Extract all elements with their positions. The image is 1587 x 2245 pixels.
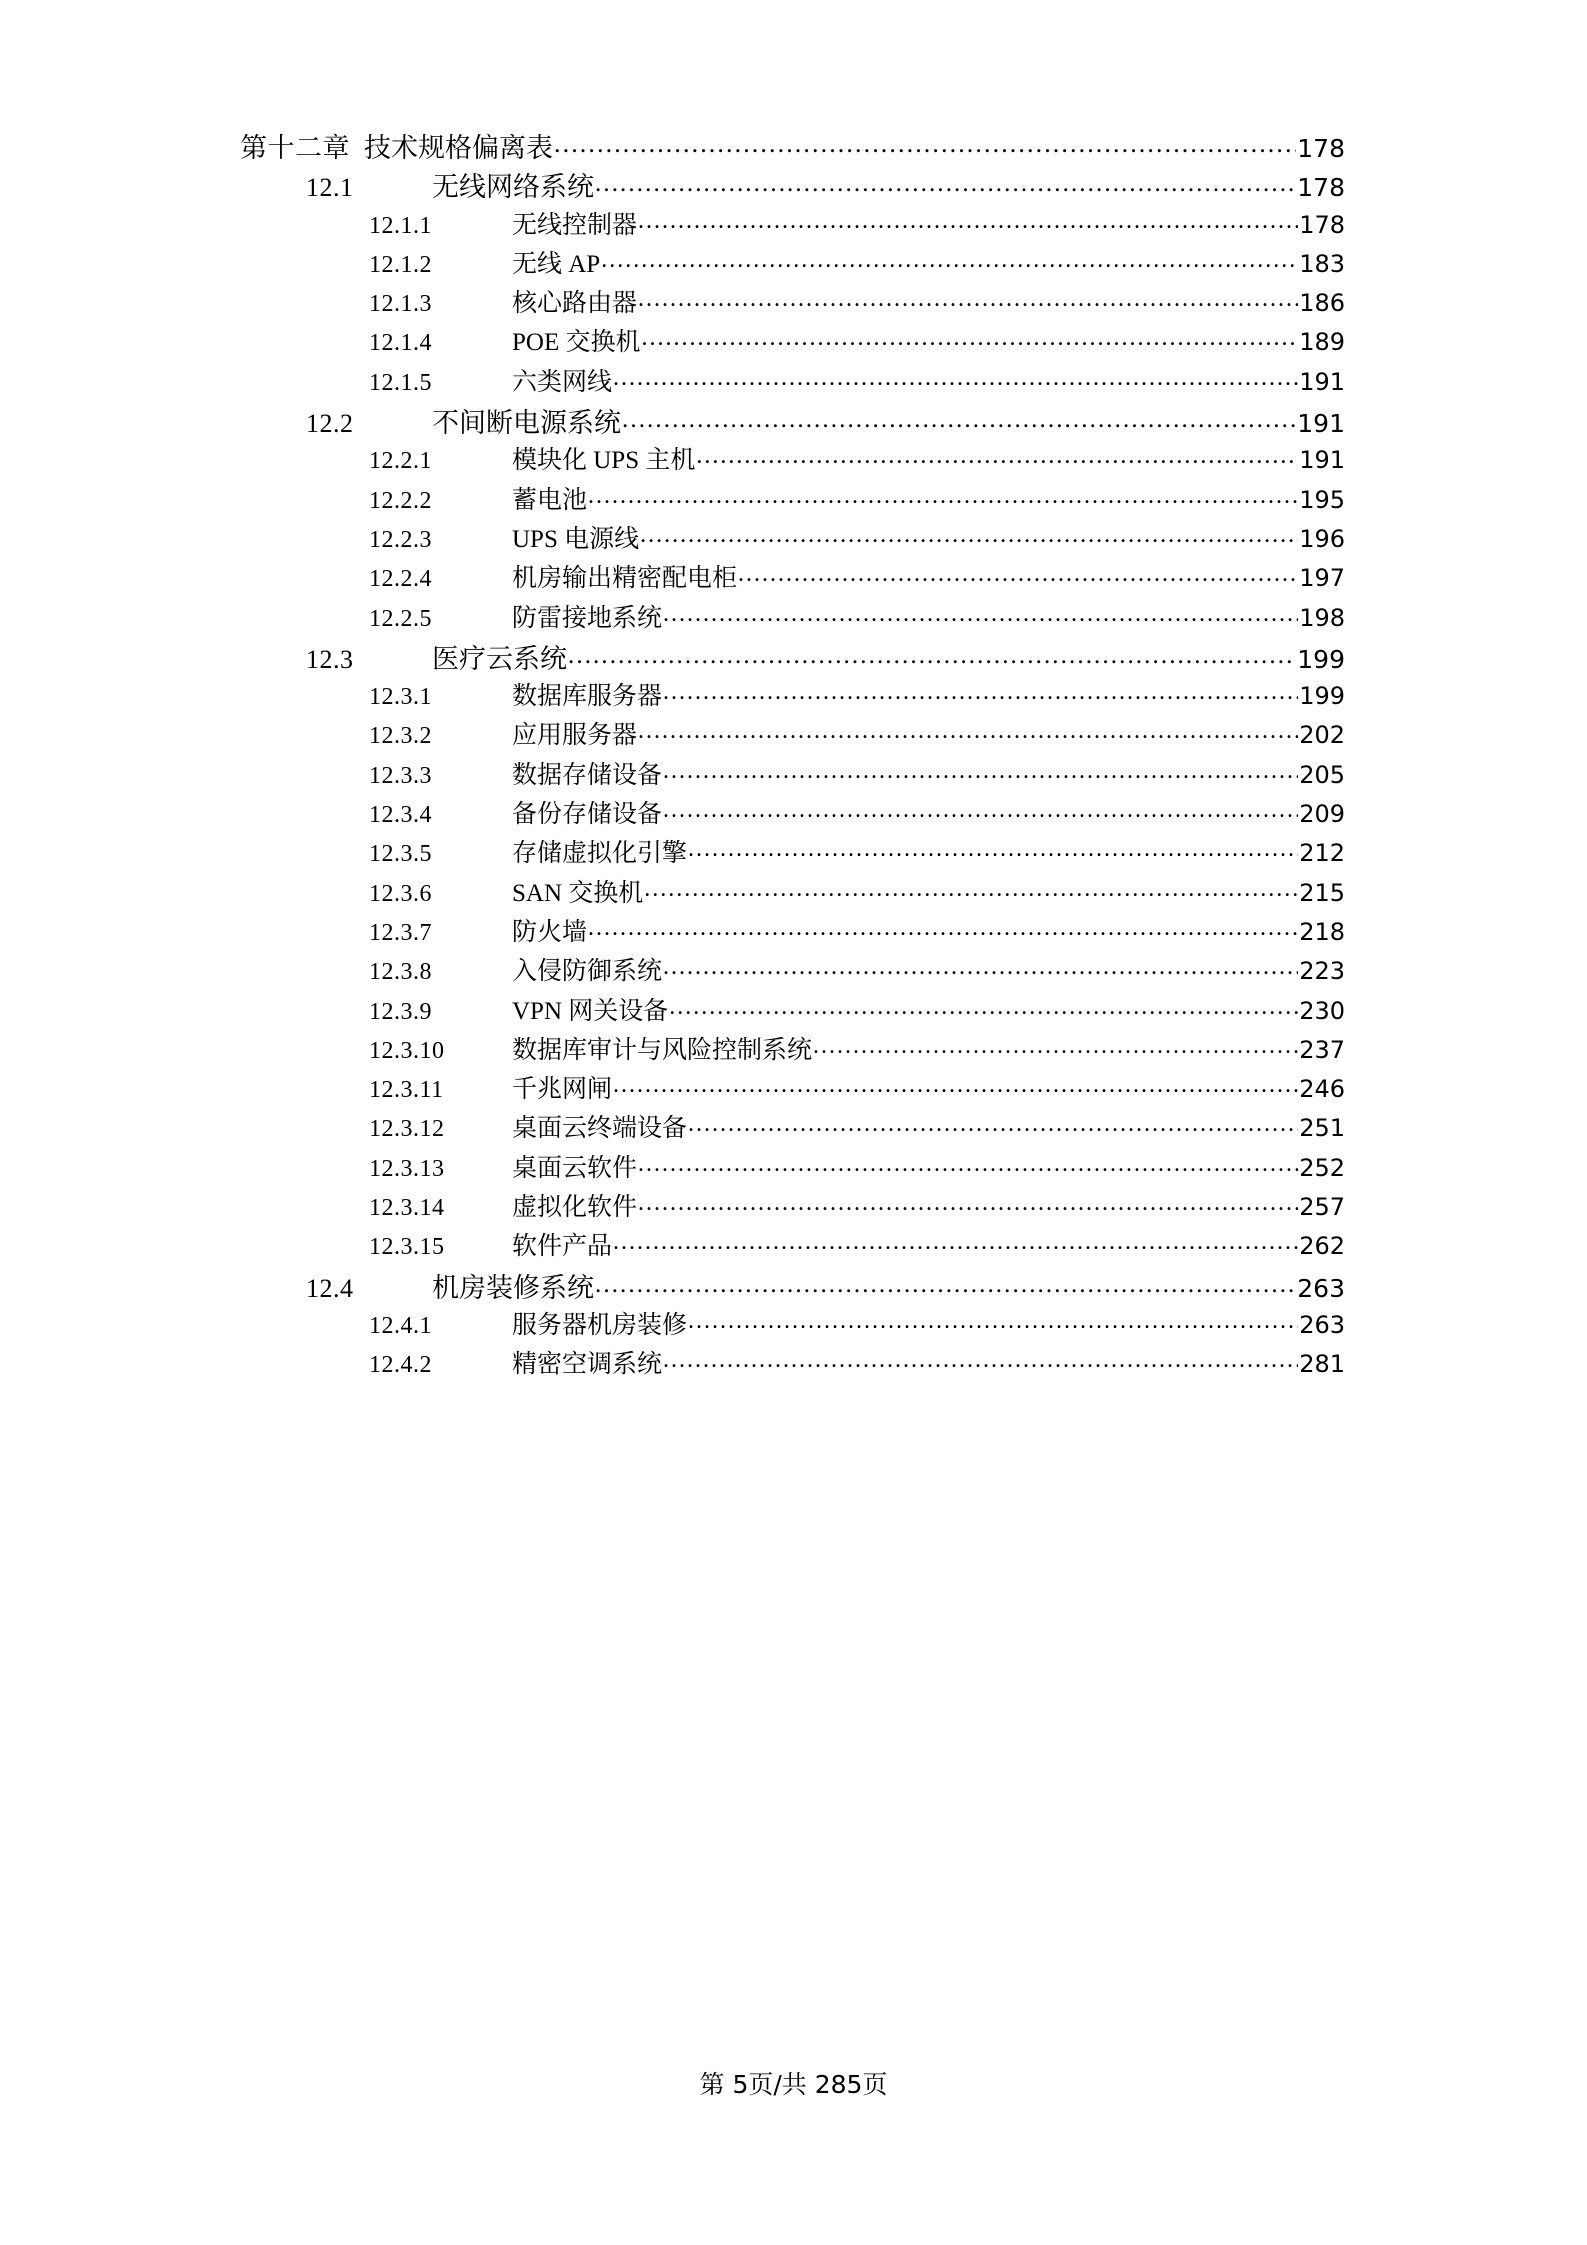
- toc-entry-title: 桌面云终端设备: [512, 1115, 688, 1143]
- toc-entry-page-number: 196: [1299, 524, 1345, 553]
- toc-dot-leader: [638, 1151, 1298, 1176]
- toc-dot-leader: [688, 836, 1298, 861]
- toc-entry-number: 12.3.9: [369, 998, 432, 1025]
- toc-entry-page-number: 195: [1299, 485, 1345, 514]
- toc-entry-page-number: 230: [1299, 996, 1345, 1025]
- toc-entry-title: 数据库审计与风险控制系统: [512, 1036, 813, 1064]
- toc-entry[interactable]: [0, 401, 1587, 440]
- toc-entry-title: 存储虚拟化引擎: [512, 840, 688, 868]
- toc-dot-leader: [613, 365, 1298, 390]
- toc-entry-page-number: 178: [1297, 134, 1345, 163]
- toc-dot-leader: [738, 561, 1298, 586]
- toc-entry-title: POE 交换机: [512, 329, 641, 357]
- toc-entry[interactable]: [0, 912, 1587, 951]
- toc-dot-leader: [613, 1072, 1298, 1097]
- toc-entry-title: 精密空调系统: [512, 1351, 663, 1379]
- toc-entry-title: 数据库服务器: [512, 683, 663, 711]
- toc-entry-title: 机房装修系统: [432, 1272, 594, 1303]
- toc-entry-page-number: 246: [1299, 1075, 1345, 1104]
- toc-dot-leader: [638, 208, 1298, 233]
- toc-entry-title: SAN 交换机: [512, 879, 644, 907]
- toc-entry[interactable]: [0, 794, 1587, 833]
- toc-entry-number: 12.3.10: [369, 1037, 445, 1064]
- toc-entry-page-number: 191: [1297, 409, 1345, 439]
- toc-entry-number: 12.4.1: [369, 1312, 432, 1339]
- toc-entry[interactable]: [0, 322, 1587, 361]
- toc-entry-number: 12.2.3: [369, 526, 432, 553]
- toc-dot-leader: [696, 443, 1298, 468]
- toc-dot-leader: [663, 601, 1298, 626]
- toc-entry[interactable]: [0, 165, 1587, 204]
- toc-dot-leader: [688, 1111, 1298, 1136]
- toc-entry[interactable]: [0, 1187, 1587, 1226]
- toc-entry-title: 入侵防御系统: [512, 958, 663, 986]
- toc-entry-title: 无线 AP: [512, 250, 601, 278]
- toc-entry-number: 12.2.2: [369, 487, 432, 514]
- toc-entry-number: 12.1.1: [369, 212, 432, 239]
- toc-entry-page-number: 191: [1299, 367, 1345, 396]
- toc-entry-title: 虚拟化软件: [512, 1194, 638, 1222]
- toc-entry-number: 12.3.7: [369, 919, 432, 946]
- toc-entry-page-number: 186: [1299, 289, 1345, 318]
- toc-entry-page-number: 199: [1299, 682, 1345, 711]
- toc-entry-number: 12.1: [306, 173, 354, 203]
- toc-entry-number: 12.4.2: [369, 1352, 432, 1379]
- toc-entry-number: 12.1.5: [369, 369, 432, 396]
- page-footer: 第 5页/共 285页: [699, 2070, 888, 2099]
- toc-entry[interactable]: [0, 833, 1587, 872]
- toc-entry[interactable]: [0, 598, 1587, 637]
- toc-dot-leader: [640, 522, 1298, 547]
- toc-entry-page-number: 263: [1299, 1310, 1345, 1339]
- toc-entry[interactable]: [0, 480, 1587, 519]
- toc-entry-page-number: 209: [1299, 800, 1345, 829]
- toc-dot-leader: [568, 641, 1296, 668]
- toc-entry-number: 12.2.4: [369, 566, 432, 593]
- toc-entry[interactable]: [0, 1148, 1587, 1187]
- toc-entry-page-number: 262: [1299, 1232, 1345, 1261]
- toc-dot-leader: [595, 169, 1296, 196]
- toc-entry-page-number: 178: [1299, 210, 1345, 239]
- toc-entry-title: 防火墙: [512, 918, 588, 946]
- toc-entry-page-number: 199: [1297, 644, 1345, 674]
- toc-entry[interactable]: [0, 1226, 1587, 1265]
- toc-entry[interactable]: [0, 951, 1587, 990]
- toc-entry-number: 12.3.11: [369, 1077, 444, 1104]
- toc-entry-page-number: 257: [1299, 1193, 1345, 1222]
- toc-entry-title: 千兆网闸: [512, 1076, 613, 1104]
- toc-entry[interactable]: [0, 126, 1587, 165]
- toc-entry[interactable]: [0, 873, 1587, 912]
- toc-entry-title: 桌面云软件: [512, 1154, 638, 1182]
- toc-entry-number: 12.2: [306, 409, 354, 439]
- toc-entry-number: 12.3.6: [369, 880, 432, 907]
- toc-entry-page-number: 189: [1299, 328, 1345, 357]
- toc-entry-number: 12.3.5: [369, 841, 432, 868]
- toc-entry[interactable]: [0, 362, 1587, 401]
- toc-entry-page-number: 198: [1299, 603, 1345, 632]
- toc-entry-title: 机房输出精密配电柜: [512, 565, 738, 593]
- toc-entry-page-number: 252: [1299, 1153, 1345, 1182]
- toc-entry-page-number: 197: [1299, 564, 1345, 593]
- toc-entry-number: 12.3.2: [369, 723, 432, 750]
- toc-dot-leader: [613, 1229, 1298, 1254]
- toc-entry-number: 12.3.3: [369, 762, 432, 789]
- toc-dot-leader: [688, 1308, 1298, 1333]
- toc-dot-leader: [588, 915, 1298, 940]
- toc-dot-leader: [601, 247, 1298, 272]
- toc-entry-title: 应用服务器: [512, 722, 638, 750]
- toc-dot-leader: [663, 954, 1298, 979]
- toc-entry-title: 不间断电源系统: [432, 408, 621, 439]
- toc-entry[interactable]: [0, 676, 1587, 715]
- toc-dot-leader: [622, 405, 1296, 432]
- toc-entry[interactable]: [0, 1266, 1587, 1305]
- toc-entry-number: 12.3.1: [369, 684, 432, 711]
- toc-entry-title: UPS 电源线: [512, 525, 640, 553]
- toc-entry-number: 12.2.5: [369, 605, 432, 632]
- toc-entry-title: 服务器机房装修: [512, 1311, 688, 1339]
- toc-entry[interactable]: [0, 205, 1587, 244]
- toc-entry[interactable]: [0, 715, 1587, 754]
- toc-entry-page-number: 281: [1299, 1350, 1345, 1379]
- toc-dot-leader: [644, 876, 1298, 901]
- toc-entry-title: 技术规格偏离表: [364, 133, 553, 163]
- toc-entry-number: 12.1.4: [369, 330, 432, 357]
- toc-entry-title: 无线控制器: [512, 211, 638, 239]
- toc-entry-number: 12.4: [306, 1273, 354, 1303]
- toc-entry-page-number: 202: [1299, 721, 1345, 750]
- toc-entry[interactable]: [0, 637, 1587, 676]
- toc-dot-leader: [554, 130, 1296, 157]
- toc-dot-leader: [663, 758, 1298, 783]
- toc-dot-leader: [595, 1270, 1296, 1297]
- toc-dot-leader: [663, 1347, 1298, 1372]
- toc-entry-title: 备份存储设备: [512, 801, 663, 829]
- toc-dot-leader: [663, 797, 1298, 822]
- toc-entry-page-number: 215: [1299, 878, 1345, 907]
- table-of-contents: [0, 126, 1587, 1384]
- toc-entry[interactable]: [0, 1030, 1587, 1069]
- toc-entry-number: 12.1.2: [369, 251, 432, 278]
- toc-entry-title: VPN 网关设备: [512, 997, 669, 1025]
- toc-entry[interactable]: [0, 283, 1587, 322]
- toc-entry-title: 核心路由器: [512, 290, 638, 318]
- toc-entry[interactable]: [0, 519, 1587, 558]
- toc-dot-leader: [813, 1033, 1298, 1058]
- toc-entry-page-number: 178: [1297, 173, 1345, 203]
- toc-entry-page-number: 205: [1299, 760, 1345, 789]
- toc-entry-number: 12.3.4: [369, 802, 432, 829]
- toc-entry-title: 数据存储设备: [512, 761, 663, 789]
- toc-entry-number: 12.3.8: [369, 959, 432, 986]
- toc-entry[interactable]: [0, 1069, 1587, 1108]
- toc-entry-page-number: 218: [1299, 917, 1345, 946]
- toc-dot-leader: [663, 679, 1298, 704]
- toc-entry[interactable]: [0, 755, 1587, 794]
- toc-entry[interactable]: [0, 244, 1587, 283]
- toc-entry[interactable]: [0, 440, 1587, 479]
- toc-entry-title: 蓄电池: [512, 486, 588, 514]
- toc-entry-title: 软件产品: [512, 1233, 613, 1261]
- toc-entry-page-number: 212: [1299, 839, 1345, 868]
- toc-entry-number: 12.3.15: [369, 1234, 445, 1261]
- toc-entry-title: 六类网线: [512, 368, 613, 396]
- toc-entry-number: 12.1.3: [369, 291, 432, 318]
- toc-entry[interactable]: [0, 558, 1587, 597]
- toc-entry-number: 12.2.1: [369, 448, 432, 475]
- toc-entry-title: 医疗云系统: [432, 643, 567, 674]
- toc-entry-number: 第十二章: [240, 133, 350, 163]
- toc-entry-number: 12.3: [306, 644, 354, 674]
- toc-dot-leader: [638, 1190, 1298, 1215]
- toc-dot-leader: [588, 483, 1298, 508]
- toc-entry[interactable]: [0, 1305, 1587, 1344]
- toc-dot-leader: [641, 325, 1298, 350]
- toc-entry[interactable]: [0, 1344, 1587, 1383]
- toc-entry[interactable]: [0, 1108, 1587, 1147]
- toc-entry-number: 12.3.14: [369, 1195, 445, 1222]
- toc-dot-leader: [638, 718, 1298, 743]
- toc-entry-page-number: 251: [1299, 1114, 1345, 1143]
- toc-entry[interactable]: [0, 991, 1587, 1030]
- toc-dot-leader: [669, 994, 1298, 1019]
- toc-entry-number: 12.3.13: [369, 1155, 445, 1182]
- toc-entry-title: 防雷接地系统: [512, 604, 663, 632]
- toc-entry-page-number: 223: [1299, 957, 1345, 986]
- toc-entry-title: 模块化 UPS 主机: [512, 447, 696, 475]
- toc-entry-page-number: 191: [1299, 446, 1345, 475]
- toc-dot-leader: [638, 286, 1298, 311]
- toc-entry-page-number: 237: [1299, 1035, 1345, 1064]
- toc-entry-page-number: 263: [1297, 1273, 1345, 1303]
- toc-entry-number: 12.3.12: [369, 1116, 445, 1143]
- toc-entry-page-number: 183: [1299, 249, 1345, 278]
- toc-entry-title: 无线网络系统: [432, 172, 594, 203]
